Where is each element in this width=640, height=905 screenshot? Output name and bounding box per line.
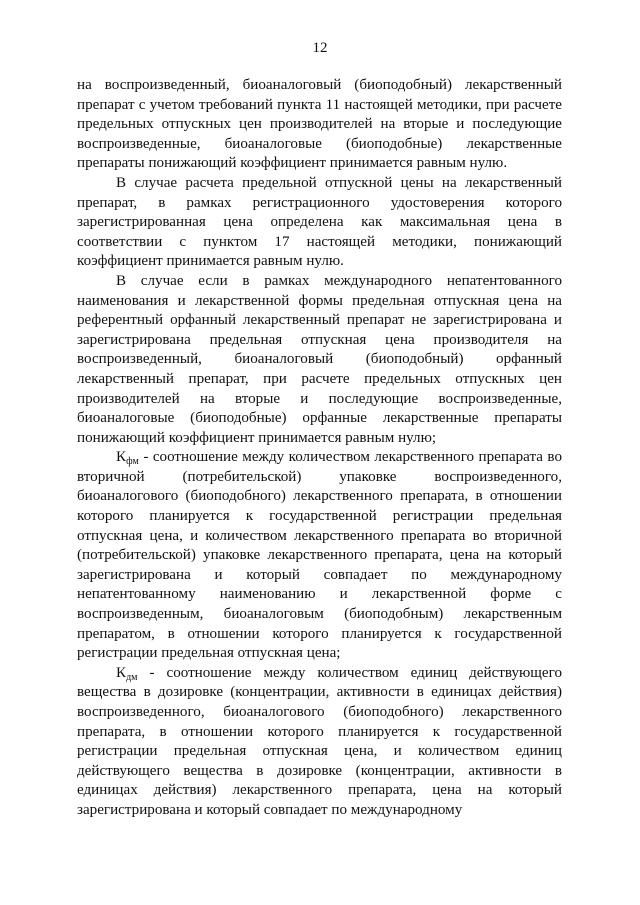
paragraph-2: В случае расчета предельной отпускной цены на лекарственный препарат, в рамках регистрационного удостоверения которого зарегистрированная цена определена как максимальная цена в соответствии с пунктом 17 настоящей методики, понижающий коэффициент принимается равным нулю. (77, 174, 562, 270)
coefficient-kfm (116, 449, 139, 468)
paragraph-kfm (77, 448, 562, 664)
coefficient-subscript: фм (126, 456, 139, 468)
coefficient-symbol: К (116, 449, 127, 466)
coefficient-definition: - соотношение между количеством лекарственного препарата во вторичной (потребительской) упаковке воспроизведенного, биоаналогового (биоподобного) лекарственного препарата, в отношении которого планируется к государственной регистрации предельная отпускная цена, и количеством лекарственного препарата во вторичной (потребительской) упаковке лекарственного препарата, цена на который зарегистрирована и который совпадает по международному непатентованному наименованию и лекарственной форме с воспроизведенным, биоаналоговым (биоподобным) лекарственным препаратом, в отношении которого планируется к государственной регистрации предельная отпускная цена; (77, 449, 562, 662)
paragraph-kdm (77, 664, 562, 821)
paragraph-3: В случае если в рамках международного непатентованного наименования и лекарственной формы предельная отпускная цена на референтный орфанный лекарственный препарат не зарегистрирована и зарегистрирована предельная отпускная цена производителя на воспроизведенный, биоаналоговый (биоподобный) орфанный лекарственный препарат, при расчете предельных отпускных цен производителей на вторые и последующие воспроизведенные, биоаналоговые (биоподобные) орфанные лекарственные препараты понижающий коэффициент принимается равным нулю; (77, 272, 562, 446)
coefficient-symbol: К (116, 664, 127, 681)
document-body (77, 76, 562, 821)
coefficient-subscript: дм (126, 671, 138, 683)
coefficient-definition: - соотношение между количеством единиц действующего вещества в дозировке (концентрации, активности в единицах действия) воспроизведенного, биоаналогового (биоподобного) лекарственного препарата, в отношении которого планируется к государственной регистрации предельная отпускная цена, и количеством единиц действующего вещества в дозировке (концентрации, активности в единицах действия) лекарственного препарата, цена на который зарегистрирована и который совпадает по международному (77, 664, 562, 818)
page-number: 12 (312, 40, 328, 56)
paragraph-1: на воспроизведенный, биоаналоговый (биоподобный) лекарственный препарат с учетом требований пункта 11 настоящей методики, при расчете предельных отпускных цен производителей на вторые и последующие воспроизведенные, биоаналоговые (биоподобные) лекарственные препараты понижающий коэффициент принимается равным нулю. (77, 77, 562, 172)
coefficient-kdm (116, 665, 138, 681)
